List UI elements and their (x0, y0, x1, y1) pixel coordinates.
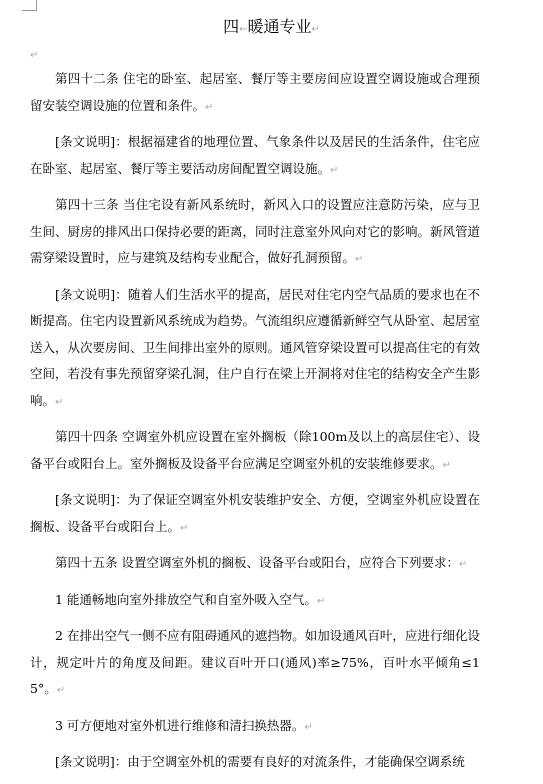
page-corner-mark (22, 0, 37, 11)
section-number: 四 (223, 17, 240, 36)
tab-arrow-mark: ← (239, 24, 248, 35)
article-45-item-1 (30, 587, 480, 616)
paragraph-text: [条文说明]：由于空调室外机的需要有良好的对流条件，才能确保空调系统 (55, 754, 465, 769)
section-heading (0, 16, 543, 41)
article-42 (30, 66, 480, 121)
paragraph-text: 第四十二条 住宅的卧室、起居室、餐厅等主要房间应设置空调设施或合理预留安装空调设施的位置和条件。 (30, 71, 480, 113)
paragraph-mark: ↵ (56, 685, 66, 696)
article-43-explanation (30, 282, 480, 417)
paragraph-text: [条文说明]：根据福建省的地理位置、气象条件以及居民的生活条件，住宅应在卧室、起居室、餐厅等主要活动房间配置空调设施。 (30, 134, 480, 176)
list-item-text: 3 可方便地对室外机进行维修和清扫换热器。 (55, 717, 305, 733)
section-title: 暖通专业 (247, 17, 312, 36)
empty-paragraph (30, 49, 38, 63)
article-45 (30, 550, 480, 579)
paragraph-text: 第四十五条 设置空调室外机的搁板、设备平台或阳台，应符合下列要求： (55, 555, 459, 570)
article-44 (30, 424, 480, 479)
paragraph-mark: ↵ (311, 24, 320, 35)
article-43 (30, 192, 480, 274)
list-item-text: 2 在排出空气一侧不应有阻碍通风的遮挡物。如加设通风百叶，应进行细化设计，规定叶片的角度及间距。建议百叶开口(通风)率≥75%，百叶水平倾角≤15°。 (30, 628, 480, 696)
paragraph-mark: ↵ (205, 101, 214, 113)
paragraph-mark: ↵ (316, 595, 326, 607)
article-42-explanation (30, 129, 480, 184)
article-45-explanation (30, 749, 480, 776)
paragraph-text: [条文说明]：为了保证空调室外机安装维护安全、方便，空调室外机应设置在搁板、设备平台或阳台上。 (30, 492, 480, 534)
paragraph-mark: ↵ (55, 396, 64, 408)
paragraph-mark: ↵ (30, 50, 39, 61)
paragraph-text: 第四十四条 空调室外机应设置在室外搁板（除100m及以上的高层住宅）、设备平台或阳台上。室外搁板及设备平台应满足空调室外机的安装维修要求。 (30, 429, 480, 471)
paragraph-mark: ↵ (355, 254, 364, 265)
list-item-text: 1 能通畅地向室外排放空气和自室外吸入空气。 (55, 591, 317, 607)
paragraph-text: 第四十三条 当住宅设有新风系统时，新风入口的设置应注意防污染，应与卫生间、厨房的排风出口保持必要的距离，同时注意室外风向对它的影响。新风管道需穿梁设置时，应与建筑及结构专业配合，做好孔洞预留。 (30, 197, 481, 265)
paragraph-text: [条文说明]：随着人们生活水平的提高，居民对住宅内空气品质的要求也在不断提高。住宅内设置新风系统成为趋势。气流组织应遵循新鲜空气从卧室、起居室送入，从次要房间、卫生间排出室外的原则。通风管穿梁设置可以提高住宅的有效空间，若没有事先预留穿梁孔洞，住户自行在梁上开洞将对住宅的结构安全产生影响。 (30, 286, 481, 408)
article-44-explanation (30, 487, 480, 542)
body-text (30, 66, 480, 784)
paragraph-mark: ↵ (304, 721, 313, 733)
article-45-item-2 (30, 623, 480, 705)
paragraph-mark: ↵ (180, 522, 189, 534)
paragraph-mark: ↵ (330, 164, 339, 176)
paragraph-mark: ↵ (458, 559, 468, 570)
article-45-item-3 (30, 713, 480, 742)
paragraph-mark: ↵ (442, 459, 451, 471)
